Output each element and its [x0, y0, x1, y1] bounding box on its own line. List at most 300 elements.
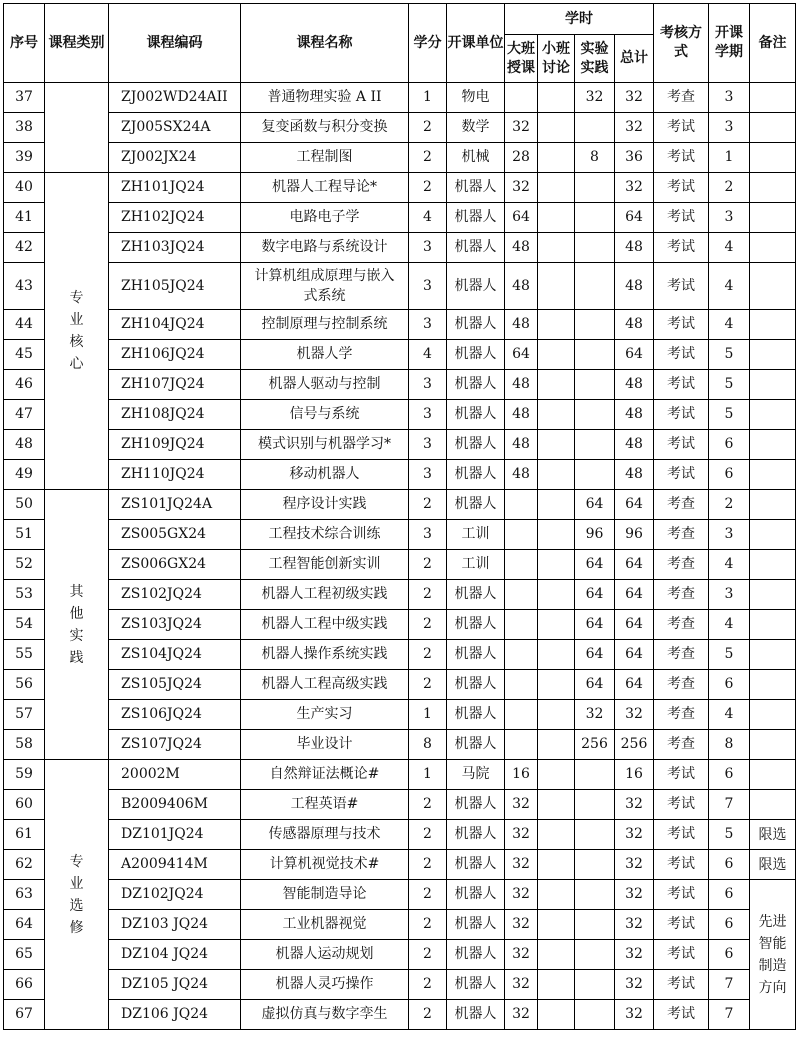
table-row: [4, 400, 796, 430]
cell-semester: 5: [709, 640, 750, 670]
cell-discussion: [538, 910, 575, 940]
cell-code: ZS005GX24: [109, 520, 241, 550]
cell-practice: [575, 340, 615, 370]
cell-lecture: 32: [505, 790, 538, 820]
table-row: [4, 310, 796, 340]
cell-discussion: [538, 940, 575, 970]
cell-seq: 67: [4, 1000, 45, 1030]
cell-seq: 63: [4, 880, 45, 910]
cell-total: 32: [615, 1000, 654, 1030]
cell-unit: 机器人: [447, 263, 505, 310]
cell-unit: 机器人: [447, 173, 505, 203]
table-header: [4, 4, 796, 83]
cell-seq: 60: [4, 790, 45, 820]
cell-name: 数字电路与系统设计: [241, 233, 409, 263]
cell-practice: [575, 263, 615, 310]
cell-unit: 机器人: [447, 790, 505, 820]
cell-code: ZH104JQ24: [109, 310, 241, 340]
cell-unit: 机器人: [447, 670, 505, 700]
cell-semester: 4: [709, 310, 750, 340]
cell-lecture: 32: [505, 970, 538, 1000]
cell-seq: 61: [4, 820, 45, 850]
cell-semester: 7: [709, 790, 750, 820]
cell-discussion: [538, 850, 575, 880]
table-row: [4, 760, 796, 790]
cell-unit: 机器人: [447, 820, 505, 850]
cell-lecture: 32: [505, 820, 538, 850]
cell-practice: [575, 173, 615, 203]
cell-semester: 6: [709, 910, 750, 940]
cell-discussion: [538, 370, 575, 400]
cell-lecture: [505, 610, 538, 640]
table-row: [4, 113, 796, 143]
cell-seq: 44: [4, 310, 45, 340]
cell-semester: 4: [709, 263, 750, 310]
cell-discussion: [538, 1000, 575, 1030]
cell-credit: 4: [409, 340, 447, 370]
cell-seq: 62: [4, 850, 45, 880]
cell-total: 48: [615, 310, 654, 340]
cell-discussion: [538, 550, 575, 580]
cell-code: ZJ002JX24: [109, 143, 241, 173]
cell-unit: 工训: [447, 520, 505, 550]
remark-cell: [750, 460, 796, 490]
cell-assessment: 考试: [654, 880, 709, 910]
cell-credit: 2: [409, 610, 447, 640]
cell-code: ZH105JQ24: [109, 263, 241, 310]
cell-total: 64: [615, 670, 654, 700]
cell-name: 控制原理与控制系统: [241, 310, 409, 340]
cell-discussion: [538, 173, 575, 203]
cell-code: ZS006GX24: [109, 550, 241, 580]
cell-assessment: 考试: [654, 970, 709, 1000]
cell-assessment: 考试: [654, 820, 709, 850]
cell-lecture: 32: [505, 940, 538, 970]
cell-code: ZH103JQ24: [109, 233, 241, 263]
cell-credit: 3: [409, 233, 447, 263]
remark-cell: [750, 113, 796, 143]
cell-discussion: [538, 263, 575, 310]
cell-total: 32: [615, 910, 654, 940]
remark-cell: [750, 520, 796, 550]
cell-total: 64: [615, 490, 654, 520]
table-row: [4, 460, 796, 490]
cell-semester: 5: [709, 820, 750, 850]
cell-assessment: 考试: [654, 430, 709, 460]
cell-lecture: 48: [505, 370, 538, 400]
cell-credit: 2: [409, 670, 447, 700]
cell-discussion: [538, 143, 575, 173]
cell-practice: 8: [575, 143, 615, 173]
cell-total: 48: [615, 430, 654, 460]
cell-practice: [575, 430, 615, 460]
cell-discussion: [538, 340, 575, 370]
remark-cell: [750, 580, 796, 610]
cell-code: ZS107JQ24: [109, 730, 241, 760]
cell-unit: 机器人: [447, 730, 505, 760]
cell-assessment: 考查: [654, 730, 709, 760]
cell-unit: 物电: [447, 83, 505, 113]
cell-discussion: [538, 430, 575, 460]
cell-unit: 数学: [447, 113, 505, 143]
table-row: [4, 850, 796, 880]
cell-code: ZH110JQ24: [109, 460, 241, 490]
cell-credit: 3: [409, 263, 447, 310]
cell-discussion: [538, 460, 575, 490]
cell-assessment: 考试: [654, 400, 709, 430]
cell-practice: [575, 370, 615, 400]
cell-seq: 45: [4, 340, 45, 370]
cell-assessment: 考试: [654, 143, 709, 173]
cell-semester: 1: [709, 143, 750, 173]
cell-name: 机器人操作系统实践: [241, 640, 409, 670]
cell-lecture: [505, 83, 538, 113]
cell-name: 复变函数与积分变换: [241, 113, 409, 143]
remark-cell: [750, 143, 796, 173]
cell-assessment: 考试: [654, 263, 709, 310]
cell-assessment: 考试: [654, 760, 709, 790]
cell-code: DZ101JQ24: [109, 820, 241, 850]
category-cell: 专业核心: [45, 173, 109, 490]
header-hours: 学时: [505, 4, 654, 35]
cell-unit: 机器人: [447, 310, 505, 340]
cell-assessment: 考查: [654, 83, 709, 113]
cell-total: 32: [615, 850, 654, 880]
cell-assessment: 考试: [654, 173, 709, 203]
cell-credit: 2: [409, 173, 447, 203]
cell-lecture: 32: [505, 880, 538, 910]
table-row: [4, 790, 796, 820]
cell-seq: 49: [4, 460, 45, 490]
table-row: [4, 730, 796, 760]
table-row: [4, 700, 796, 730]
cell-code: ZS102JQ24: [109, 580, 241, 610]
cell-name: 虚拟仿真与数字孪生: [241, 1000, 409, 1030]
remark-cell: [750, 173, 796, 203]
cell-unit: 机器人: [447, 490, 505, 520]
table-row: [4, 550, 796, 580]
table-row: [4, 670, 796, 700]
cell-name: 工程英语#: [241, 790, 409, 820]
cell-total: 32: [615, 700, 654, 730]
cell-code: DZ105 JQ24: [109, 970, 241, 1000]
cell-practice: 64: [575, 670, 615, 700]
remark-cell: [750, 233, 796, 263]
cell-lecture: 32: [505, 850, 538, 880]
cell-seq: 47: [4, 400, 45, 430]
header-discussion: 小班讨论: [538, 35, 575, 83]
table-row: [4, 880, 796, 910]
cell-seq: 65: [4, 940, 45, 970]
cell-practice: [575, 820, 615, 850]
cell-assessment: 考试: [654, 310, 709, 340]
table-row: [4, 233, 796, 263]
cell-semester: 7: [709, 1000, 750, 1030]
cell-assessment: 考查: [654, 520, 709, 550]
cell-practice: [575, 940, 615, 970]
cell-discussion: [538, 760, 575, 790]
cell-code: ZS103JQ24: [109, 610, 241, 640]
cell-seq: 54: [4, 610, 45, 640]
header-code: 课程编码: [109, 4, 241, 83]
category-cell: [45, 83, 109, 173]
cell-practice: 64: [575, 580, 615, 610]
table-row: [4, 580, 796, 610]
course-table: [3, 3, 796, 1030]
cell-credit: 4: [409, 203, 447, 233]
table-row: [4, 173, 796, 203]
cell-name: 工程制图: [241, 143, 409, 173]
header-category: 课程类别: [45, 4, 109, 83]
cell-total: 64: [615, 550, 654, 580]
table-row: [4, 640, 796, 670]
cell-assessment: 考查: [654, 670, 709, 700]
table-row: [4, 203, 796, 233]
cell-assessment: 考试: [654, 233, 709, 263]
cell-name: 工程技术综合训练: [241, 520, 409, 550]
cell-semester: 6: [709, 760, 750, 790]
table-row: [4, 940, 796, 970]
table-row: [4, 340, 796, 370]
cell-total: 16: [615, 760, 654, 790]
cell-semester: 4: [709, 233, 750, 263]
remark-cell: [750, 760, 796, 790]
header-total: 总计: [615, 35, 654, 83]
cell-code: ZS104JQ24: [109, 640, 241, 670]
cell-total: 256: [615, 730, 654, 760]
cell-name: 机器人灵巧操作: [241, 970, 409, 1000]
cell-name: 信号与系统: [241, 400, 409, 430]
cell-practice: 32: [575, 83, 615, 113]
cell-unit: 机器人: [447, 700, 505, 730]
cell-practice: [575, 1000, 615, 1030]
cell-credit: 2: [409, 940, 447, 970]
header-assessment: 考核方式: [654, 4, 709, 83]
remark-cell: [750, 490, 796, 520]
cell-lecture: [505, 550, 538, 580]
cell-practice: [575, 113, 615, 143]
cell-lecture: [505, 700, 538, 730]
cell-name: 工业机器视觉: [241, 910, 409, 940]
cell-assessment: 考试: [654, 113, 709, 143]
cell-semester: 6: [709, 850, 750, 880]
cell-lecture: 64: [505, 203, 538, 233]
cell-assessment: 考查: [654, 580, 709, 610]
cell-total: 36: [615, 143, 654, 173]
cell-credit: 2: [409, 490, 447, 520]
cell-name: 模式识别与机器学习*: [241, 430, 409, 460]
cell-semester: 6: [709, 460, 750, 490]
remark-cell: [750, 400, 796, 430]
cell-discussion: [538, 610, 575, 640]
cell-code: ZS105JQ24: [109, 670, 241, 700]
cell-total: 48: [615, 370, 654, 400]
cell-code: DZ102JQ24: [109, 880, 241, 910]
cell-name: 机器人工程中级实践: [241, 610, 409, 640]
cell-total: 48: [615, 233, 654, 263]
cell-lecture: [505, 580, 538, 610]
cell-unit: 机器人: [447, 370, 505, 400]
cell-credit: 2: [409, 640, 447, 670]
cell-credit: 2: [409, 820, 447, 850]
cell-total: 32: [615, 970, 654, 1000]
cell-practice: [575, 460, 615, 490]
cell-credit: 3: [409, 520, 447, 550]
table-row: [4, 1000, 796, 1030]
cell-assessment: 考试: [654, 203, 709, 233]
cell-name: 传感器原理与技术: [241, 820, 409, 850]
cell-semester: 4: [709, 700, 750, 730]
cell-discussion: [538, 580, 575, 610]
cell-assessment: 考查: [654, 640, 709, 670]
cell-lecture: [505, 520, 538, 550]
cell-credit: 2: [409, 910, 447, 940]
header-practice: 实验实践: [575, 35, 615, 83]
table-row: [4, 263, 796, 310]
cell-lecture: 64: [505, 340, 538, 370]
cell-seq: 46: [4, 370, 45, 400]
cell-semester: 2: [709, 173, 750, 203]
cell-total: 96: [615, 520, 654, 550]
cell-total: 48: [615, 400, 654, 430]
cell-assessment: 考试: [654, 940, 709, 970]
cell-seq: 58: [4, 730, 45, 760]
cell-lecture: 48: [505, 400, 538, 430]
remark-cell: 限选: [750, 850, 796, 880]
cell-name: 移动机器人: [241, 460, 409, 490]
cell-lecture: 16: [505, 760, 538, 790]
remark-cell: [750, 610, 796, 640]
cell-credit: 1: [409, 760, 447, 790]
cell-code: DZ106 JQ24: [109, 1000, 241, 1030]
cell-name: 普通物理实验 A II: [241, 83, 409, 113]
cell-practice: 64: [575, 640, 615, 670]
cell-unit: 机器人: [447, 940, 505, 970]
remark-cell: [750, 83, 796, 113]
cell-lecture: 28: [505, 143, 538, 173]
cell-assessment: 考试: [654, 340, 709, 370]
cell-unit: 机器人: [447, 850, 505, 880]
cell-seq: 52: [4, 550, 45, 580]
cell-credit: 2: [409, 1000, 447, 1030]
cell-name: 机器人工程导论*: [241, 173, 409, 203]
cell-name: 电路电子学: [241, 203, 409, 233]
header-name: 课程名称: [241, 4, 409, 83]
cell-semester: 5: [709, 340, 750, 370]
table-row: [4, 490, 796, 520]
cell-discussion: [538, 970, 575, 1000]
cell-seq: 37: [4, 83, 45, 113]
table-row: [4, 910, 796, 940]
cell-name: 机器人学: [241, 340, 409, 370]
cell-total: 64: [615, 610, 654, 640]
cell-unit: 机器人: [447, 430, 505, 460]
cell-unit: 机器人: [447, 910, 505, 940]
cell-practice: 32: [575, 700, 615, 730]
table-row: [4, 520, 796, 550]
cell-semester: 3: [709, 203, 750, 233]
remark-cell: [750, 263, 796, 310]
cell-semester: 3: [709, 520, 750, 550]
remark-cell: [750, 203, 796, 233]
cell-semester: 6: [709, 430, 750, 460]
cell-total: 64: [615, 203, 654, 233]
cell-total: 32: [615, 940, 654, 970]
remark-cell: [750, 370, 796, 400]
cell-practice: [575, 850, 615, 880]
cell-credit: 2: [409, 143, 447, 173]
table-row: [4, 143, 796, 173]
cell-assessment: 考试: [654, 460, 709, 490]
header-credit: 学分: [409, 4, 447, 83]
cell-assessment: 考试: [654, 1000, 709, 1030]
cell-code: ZJ005SX24A: [109, 113, 241, 143]
cell-discussion: [538, 790, 575, 820]
cell-discussion: [538, 490, 575, 520]
header-unit: 开课单位: [447, 4, 505, 83]
remark-cell: [750, 550, 796, 580]
table-body: [4, 83, 796, 1030]
cell-credit: 3: [409, 370, 447, 400]
cell-name: 自然辩证法概论#: [241, 760, 409, 790]
cell-semester: 7: [709, 970, 750, 1000]
header-seq: 序号: [4, 4, 45, 83]
cell-code: ZH101JQ24: [109, 173, 241, 203]
cell-assessment: 考试: [654, 370, 709, 400]
cell-practice: [575, 400, 615, 430]
cell-total: 64: [615, 340, 654, 370]
cell-unit: 机器人: [447, 233, 505, 263]
table-row: [4, 610, 796, 640]
cell-code: ZH106JQ24: [109, 340, 241, 370]
cell-unit: 机械: [447, 143, 505, 173]
cell-semester: 4: [709, 550, 750, 580]
cell-name: 机器人驱动与控制: [241, 370, 409, 400]
cell-assessment: 考查: [654, 610, 709, 640]
cell-credit: 3: [409, 460, 447, 490]
remark-cell: 限选: [750, 820, 796, 850]
cell-semester: 6: [709, 940, 750, 970]
cell-credit: 2: [409, 580, 447, 610]
cell-lecture: [505, 670, 538, 700]
cell-discussion: [538, 880, 575, 910]
cell-credit: 2: [409, 790, 447, 820]
cell-credit: 3: [409, 310, 447, 340]
cell-semester: 6: [709, 670, 750, 700]
cell-code: DZ103 JQ24: [109, 910, 241, 940]
table-row: [4, 83, 796, 113]
cell-discussion: [538, 83, 575, 113]
cell-credit: 1: [409, 700, 447, 730]
cell-credit: 8: [409, 730, 447, 760]
remark-cell: [750, 790, 796, 820]
cell-unit: 机器人: [447, 970, 505, 1000]
cell-name: 程序设计实践: [241, 490, 409, 520]
table-row: [4, 970, 796, 1000]
header-remark: 备注: [750, 4, 796, 83]
cell-lecture: 48: [505, 233, 538, 263]
cell-seq: 66: [4, 970, 45, 1000]
cell-assessment: 考查: [654, 550, 709, 580]
cell-assessment: 考试: [654, 910, 709, 940]
cell-total: 64: [615, 580, 654, 610]
table-row: [4, 370, 796, 400]
cell-lecture: [505, 730, 538, 760]
cell-lecture: 32: [505, 173, 538, 203]
cell-seq: 41: [4, 203, 45, 233]
cell-total: 32: [615, 820, 654, 850]
cell-unit: 机器人: [447, 580, 505, 610]
